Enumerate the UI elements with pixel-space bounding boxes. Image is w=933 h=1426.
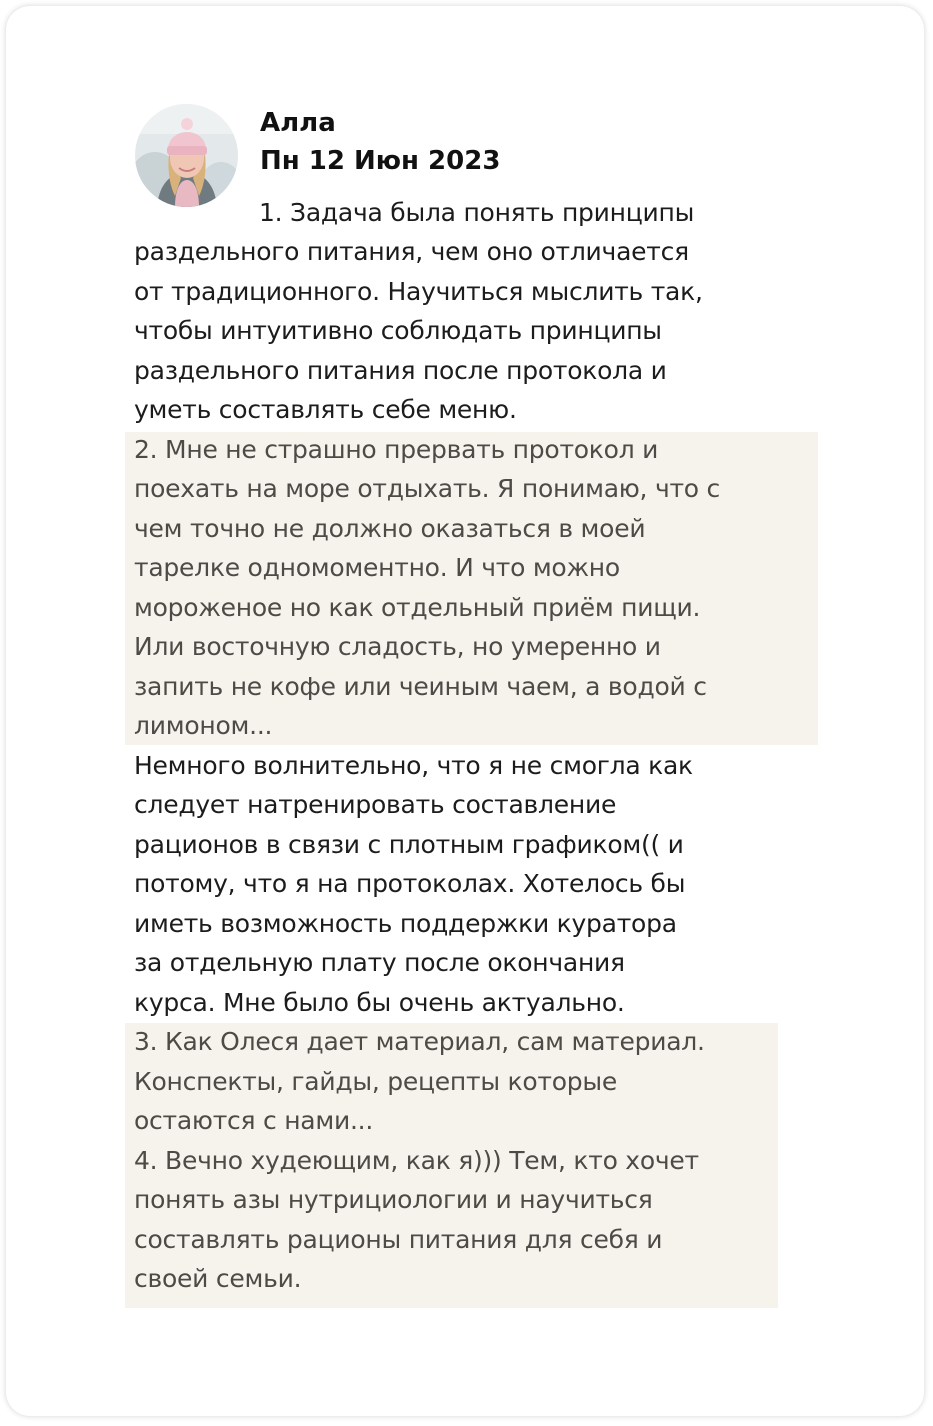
- text-line: за отдельную плату после окончания: [134, 948, 625, 977]
- avatar-photo: [135, 104, 238, 207]
- text-line: рационов в связи с плотным графиком(( и: [134, 830, 684, 859]
- text-line: чтобы интуитивно соблюдать принципы: [134, 316, 662, 345]
- text-line: понять азы нутрициологии и научиться: [134, 1185, 653, 1214]
- text-line: поехать на море отдыхать. Я понимаю, что с: [134, 474, 721, 503]
- text-line: составлять рационы питания для себя и: [134, 1225, 663, 1254]
- text-line: лимоном...: [134, 711, 273, 740]
- text-line: 1. Задача была понять принципы: [259, 198, 695, 227]
- text-line: потому, что я на протоколах. Хотелось бы: [134, 869, 686, 898]
- text-line: раздельного питания, чем оно отличается: [134, 237, 689, 266]
- text-line: курса. Мне было бы очень актуально.: [134, 988, 625, 1017]
- text-line: остаются с нами...: [134, 1106, 374, 1135]
- text-line: Конспекты, гайды, рецепты которые: [134, 1067, 618, 1096]
- avatar: [135, 104, 238, 207]
- author-name: Алла: [260, 108, 336, 138]
- review-date: Пн 12 Июн 2023: [260, 146, 501, 176]
- text-line: чем точно не должно оказаться в моей: [134, 514, 646, 543]
- text-line: тарелке одномоментно. И что можно: [134, 553, 620, 582]
- text-line: запить не кофе или чеиным чаем, а водой с: [134, 672, 707, 701]
- text-line: уметь составлять себе меню.: [134, 395, 517, 424]
- text-line: Или восточную сладость, но умеренно и: [134, 632, 661, 661]
- text-line: 4. Вечно худеющим, как я))) Тем, кто хочет: [134, 1146, 699, 1175]
- text-line: следует натренировать составление: [134, 790, 617, 819]
- text-line: от традиционного. Научиться мыслить так,: [134, 277, 703, 306]
- text-line: раздельного питания после протокола и: [134, 356, 667, 385]
- text-line: 2. Мне не страшно прервать протокол и: [134, 435, 659, 464]
- text-line: Немного волнительно, что я не смогла как: [134, 751, 693, 780]
- text-line: 3. Как Олеся дает материал, сам материал.: [134, 1027, 705, 1056]
- text-line: иметь возможность поддержки куратора: [134, 909, 677, 938]
- text-line: своей семьи.: [134, 1264, 302, 1293]
- text-line: мороженое но как отдельный приём пищи.: [134, 593, 701, 622]
